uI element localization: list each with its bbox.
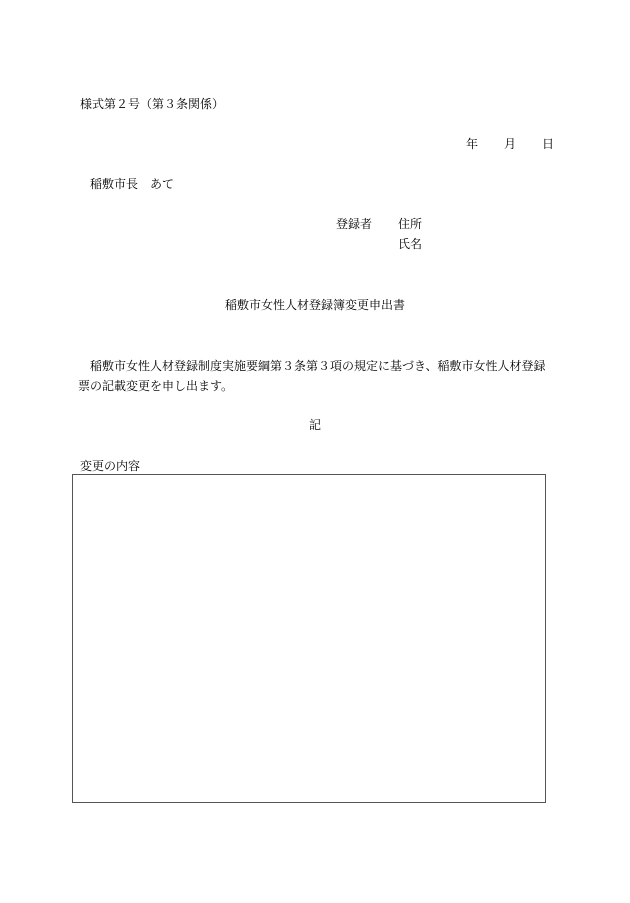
body-line-1: 稲敷市女性人材登録制度実施要綱第３条第３項の規定に基づき、稲敷市女性人材登録 [90, 359, 546, 373]
document-title: 稲敷市女性人材登録簿変更申出書 [224, 298, 405, 312]
form-number: 様式第２号（第３条関係） [80, 97, 225, 111]
body-line-2: 票の記載変更を申し出ます。 [78, 379, 234, 393]
day-label: 日 [542, 137, 555, 151]
month-label: 月 [504, 137, 517, 151]
registrant-label: 登録者 [336, 217, 373, 231]
ki-label: 記 [308, 418, 321, 432]
year-label: 年 [466, 137, 479, 151]
date-line [466, 137, 554, 151]
addressee-suffix: あて [150, 177, 175, 191]
content-label: 変更の内容 [80, 459, 141, 473]
change-content-box[interactable] [72, 474, 546, 803]
addressee [90, 177, 174, 191]
address-label: 住所 [398, 217, 423, 231]
addressee-name: 稲敷市長 [90, 177, 139, 191]
name-label: 氏名 [398, 237, 423, 251]
body-paragraph [78, 356, 554, 396]
